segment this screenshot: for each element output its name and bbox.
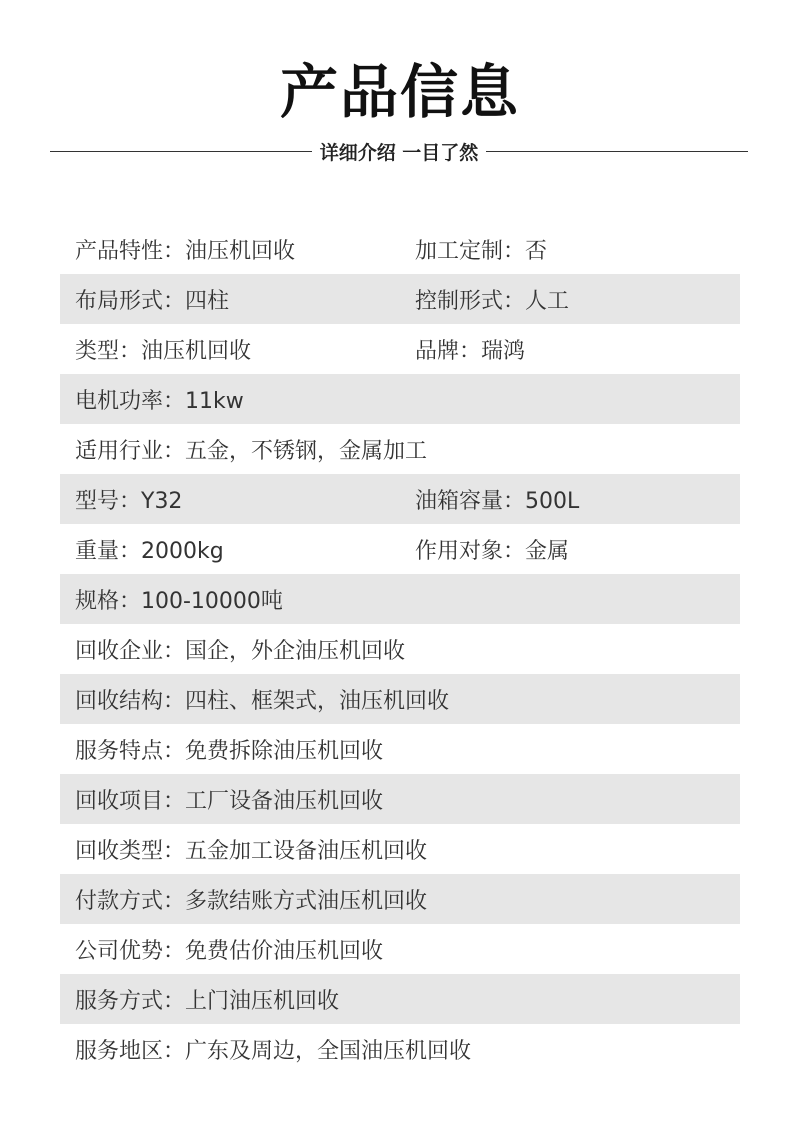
spec-cell-left: 布局形式：四柱 bbox=[75, 288, 230, 314]
spec-row bbox=[60, 274, 740, 324]
spec-row bbox=[60, 974, 740, 1024]
spec-cell-full: 回收企业：国企，外企油压机回收 bbox=[75, 638, 406, 664]
spec-cell-full: 服务地区：广东及周边，全国油压机回收 bbox=[75, 1038, 472, 1064]
spec-row bbox=[60, 474, 740, 524]
spec-row bbox=[60, 874, 740, 924]
spec-cell-right: 控制形式：人工 bbox=[415, 288, 570, 314]
spec-row bbox=[60, 1024, 740, 1074]
spec-cell-full: 回收类型：五金加工设备油压机回收 bbox=[75, 838, 428, 864]
spec-cell-full: 适用行业：五金，不锈钢，金属加工 bbox=[75, 438, 428, 464]
spec-row bbox=[60, 924, 740, 974]
spec-table bbox=[60, 224, 740, 1074]
spec-row bbox=[60, 524, 740, 574]
spec-cell-full: 服务方式：上门油压机回收 bbox=[75, 988, 340, 1014]
spec-cell-right: 品牌：瑞鸿 bbox=[415, 338, 526, 364]
spec-cell-right: 加工定制：否 bbox=[415, 238, 548, 264]
subtitle-divider bbox=[50, 138, 748, 164]
divider-line-right bbox=[486, 151, 748, 152]
spec-cell-left: 产品特性：油压机回收 bbox=[75, 238, 296, 264]
page-title: 产品信息 bbox=[279, 58, 520, 126]
spec-row bbox=[60, 324, 740, 374]
page-subtitle: 详细介绍 一目了然 bbox=[319, 141, 479, 164]
spec-row bbox=[60, 824, 740, 874]
spec-cell-right: 作用对象：金属 bbox=[415, 538, 570, 564]
spec-cell-full: 付款方式：多款结账方式油压机回收 bbox=[75, 888, 428, 914]
spec-row bbox=[60, 774, 740, 824]
spec-cell-right: 油箱容量：500L bbox=[415, 488, 580, 514]
spec-row bbox=[60, 224, 740, 274]
spec-row bbox=[60, 724, 740, 774]
spec-row bbox=[60, 624, 740, 674]
spec-row bbox=[60, 674, 740, 724]
spec-cell-left: 类型：油压机回收 bbox=[75, 338, 252, 364]
spec-cell-full: 回收结构：四柱、框架式，油压机回收 bbox=[75, 688, 450, 714]
spec-cell-full: 规格：100-10000吨 bbox=[75, 588, 283, 614]
spec-cell-full: 电机功率：11kw bbox=[75, 388, 244, 414]
spec-row bbox=[60, 424, 740, 474]
spec-cell-left: 重量：2000kg bbox=[75, 538, 224, 564]
divider-line-left bbox=[50, 151, 312, 152]
spec-cell-full: 公司优势：免费估价油压机回收 bbox=[75, 938, 384, 964]
spec-cell-full: 回收项目：工厂设备油压机回收 bbox=[75, 788, 384, 814]
spec-cell-left: 型号：Y32 bbox=[75, 488, 183, 514]
spec-row bbox=[60, 374, 740, 424]
spec-row bbox=[60, 574, 740, 624]
spec-cell-full: 服务特点：免费拆除油压机回收 bbox=[75, 738, 384, 764]
